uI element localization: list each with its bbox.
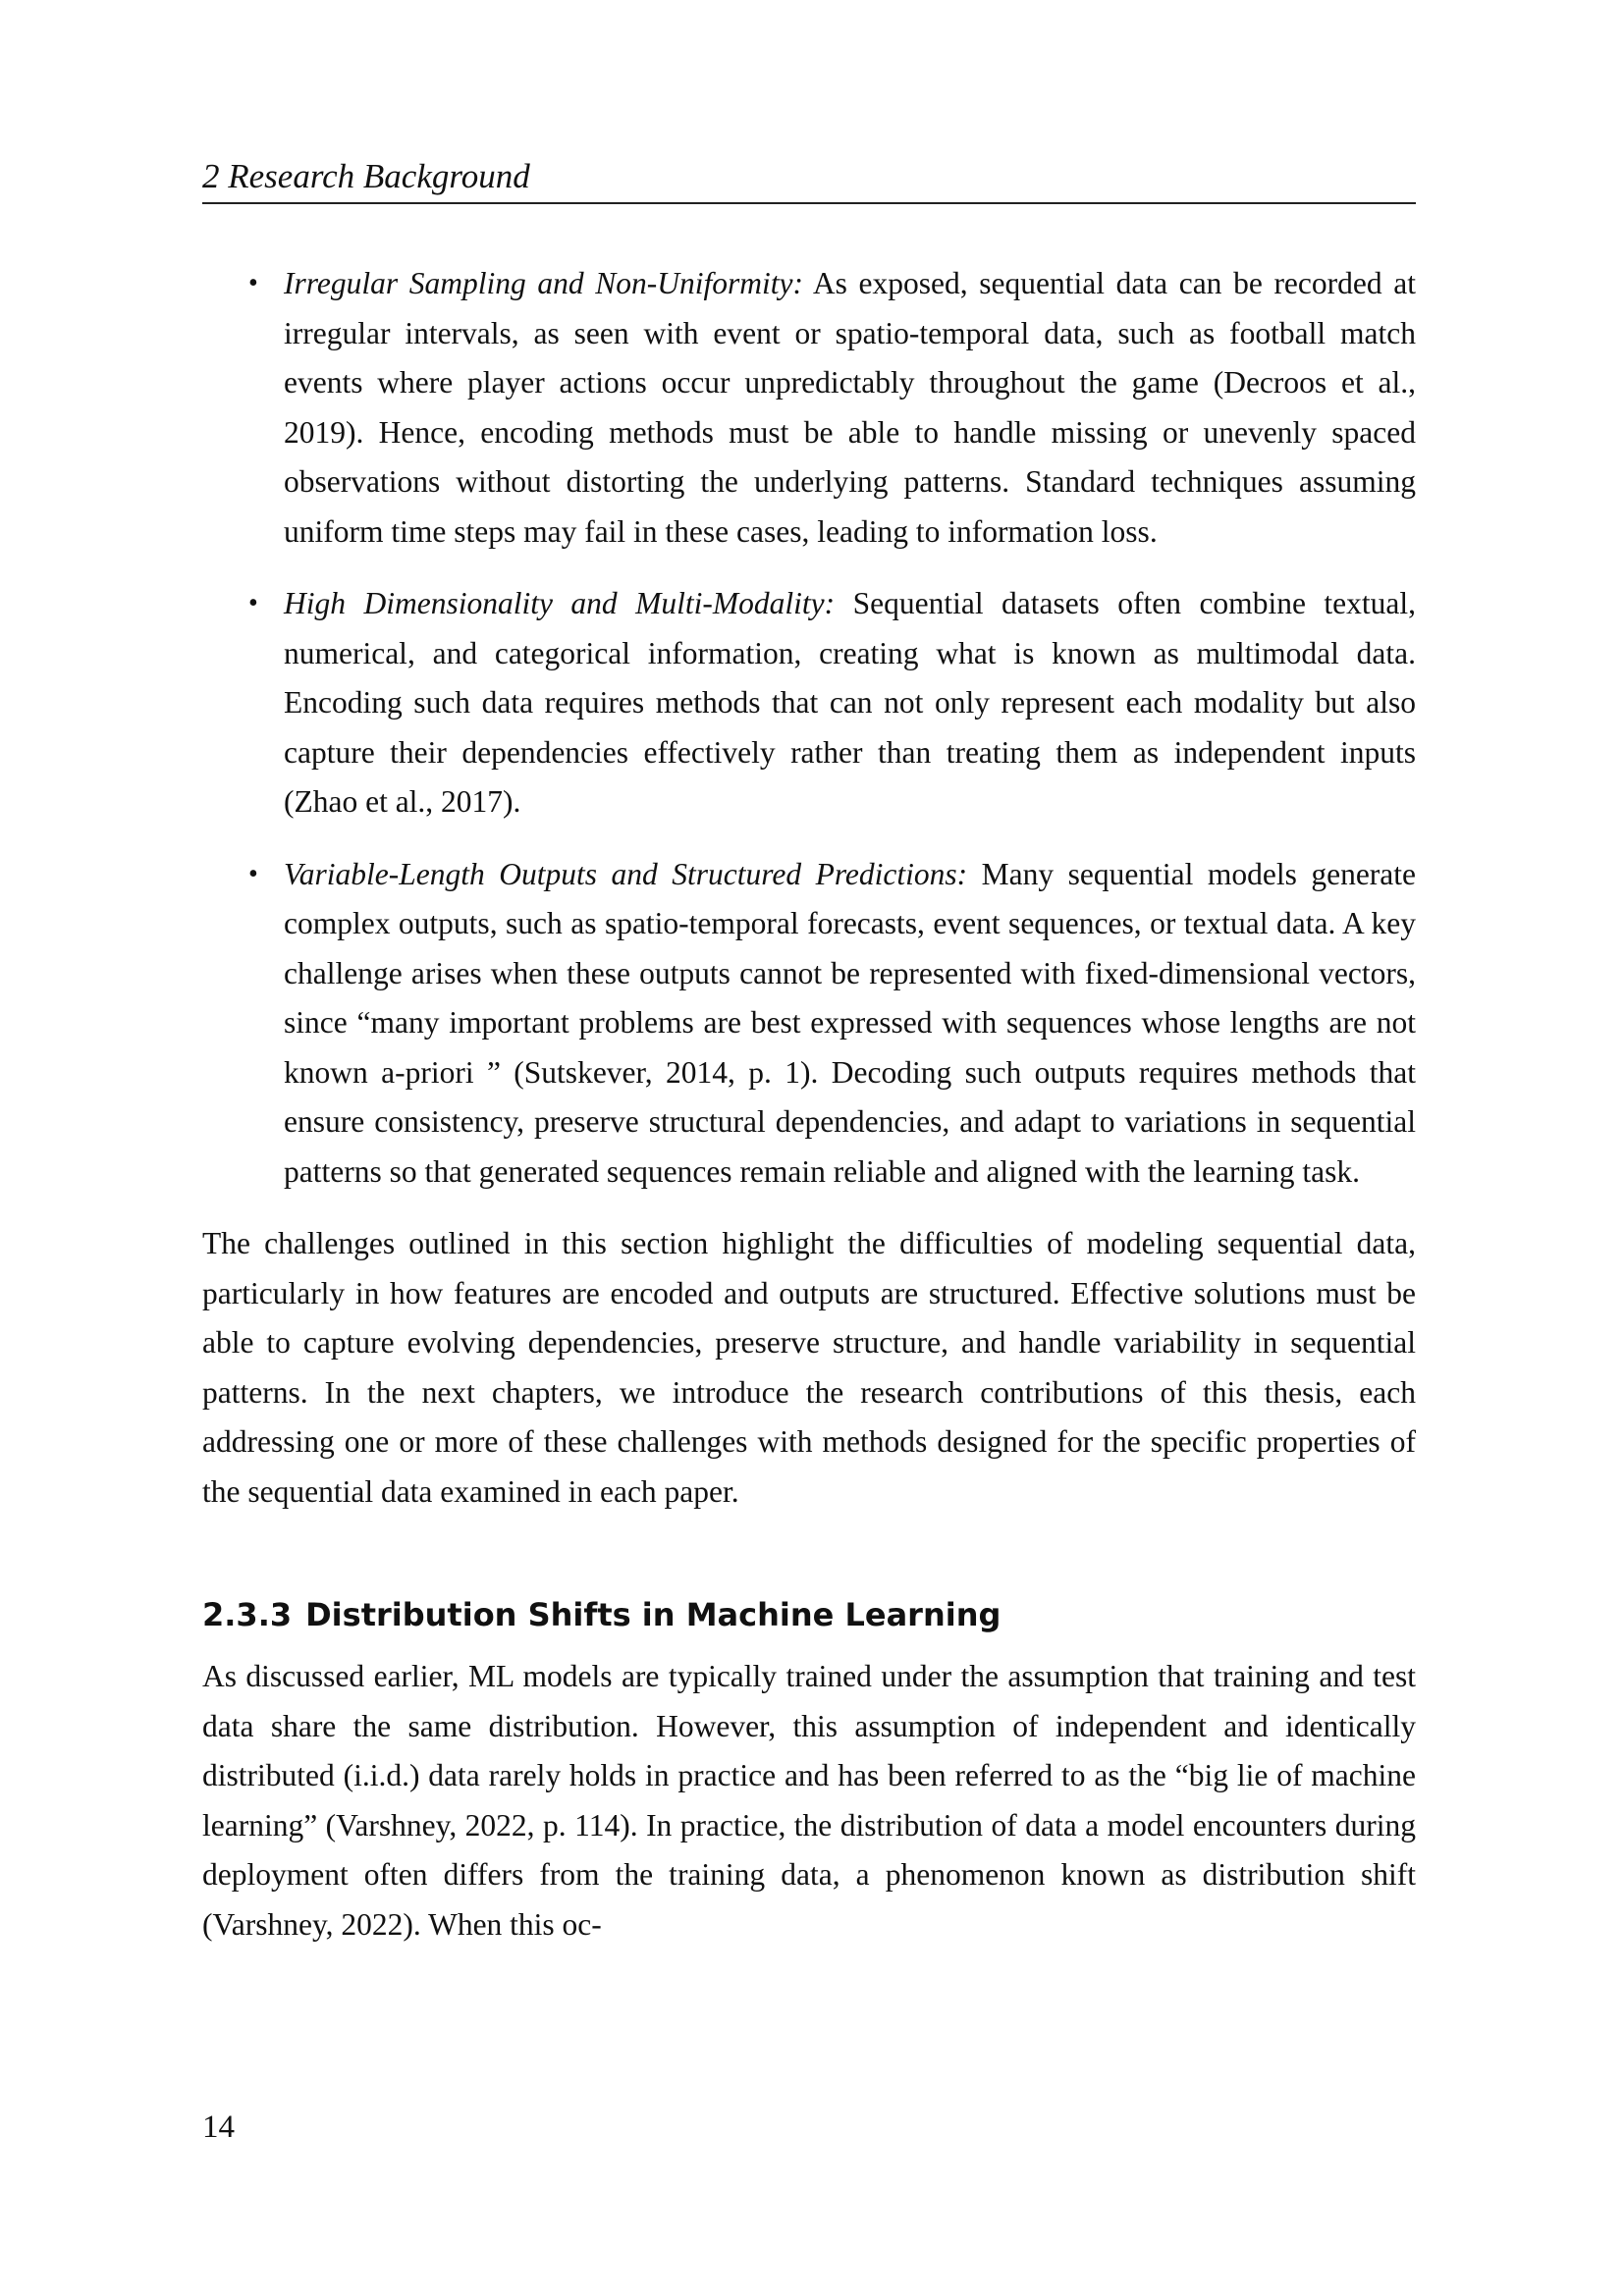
bullet-icon: • xyxy=(248,268,258,298)
bullet-text: Sequential datasets often combine textual, numerical, and categorical information, creating what is known as multimodal data. Encoding such data requires methods that can not only represent each modality but also capture their dependencies effectively rather than treating them as independent inputs (Zhao et al., 2017). xyxy=(284,586,1416,819)
subsection-number: 2.3.3 xyxy=(202,1596,293,1633)
list-item xyxy=(202,850,1416,1198)
page-number: 14 xyxy=(202,2109,235,2145)
summary-paragraph: The challenges outlined in this section highlight the difficulties of modeling sequential data, particularly in how features are encoded and outputs are structured. Effective solutions must be able to capture evolving dependencies, preserve structure, and handle variability in sequential patterns. In the next chapters, we introduce the research contributions of this thesis, each addressing one or more of these challenges with methods designed for the specific properties of the sequential data examined in each paper. xyxy=(202,1226,1416,1509)
subsection-heading xyxy=(202,1595,1416,1634)
list-item xyxy=(202,259,1416,557)
bullet-text: As exposed, sequential data can be recorded at irregular intervals, as seen with event or spatio-temporal data, such as football match events where player actions occur unpredictably throughout the game (Decroos et al., 2019). Hence, encoding methods must be able to handle missing or unevenly spaced observations without distorting the underlying patterns. Standard techniques assuming uniform time steps may fail in these cases, leading to information loss. xyxy=(284,266,1416,549)
bullet-term: High Dimensionality and Multi-Modality: xyxy=(284,586,836,620)
bullet-term: Variable-Length Outputs and Structured Predictions: xyxy=(284,856,968,891)
subsection-paragraph: As discussed earlier, ML models are typically trained under the assumption that training and test data share the same distribution. However, this assumption of independent and identically distributed (i.i.d.) data rarely holds in practice and has been referred to as the “big lie of machine learning” (Varshney, 2022, p. 114). In practice, the distribution of data a model encounters during deployment often differs from the training data, a phenomenon known as distribution shift (Varshney, 2022). When this oc- xyxy=(202,1659,1416,1942)
body-content xyxy=(202,259,1416,1949)
challenge-list xyxy=(202,259,1416,1197)
bullet-term: Irregular Sampling and Non-Uniformity: xyxy=(284,266,803,300)
running-head: 2 Research Background xyxy=(202,157,530,195)
header-rule xyxy=(202,202,1416,204)
subsection-title: Distribution Shifts in Machine Learning xyxy=(305,1596,1001,1633)
list-item xyxy=(202,579,1416,828)
bullet-icon: • xyxy=(248,588,258,618)
bullet-text: Many sequential models generate complex outputs, such as spatio-temporal forecasts, event sequences, or textual data. A key challenge arises when these outputs cannot be represented with fixed-dimensional vectors, since “many important problems are best expressed with sequences whose lengths are not known a-priori ” (Sutskever, 2014, p. 1). Decoding such outputs requires methods that ensure consistency, preserve structural dependencies, and adapt to variations in sequential patterns so that generated sequences remain reliable and aligned with the learning task. xyxy=(284,856,1417,1189)
bullet-icon: • xyxy=(248,858,258,889)
